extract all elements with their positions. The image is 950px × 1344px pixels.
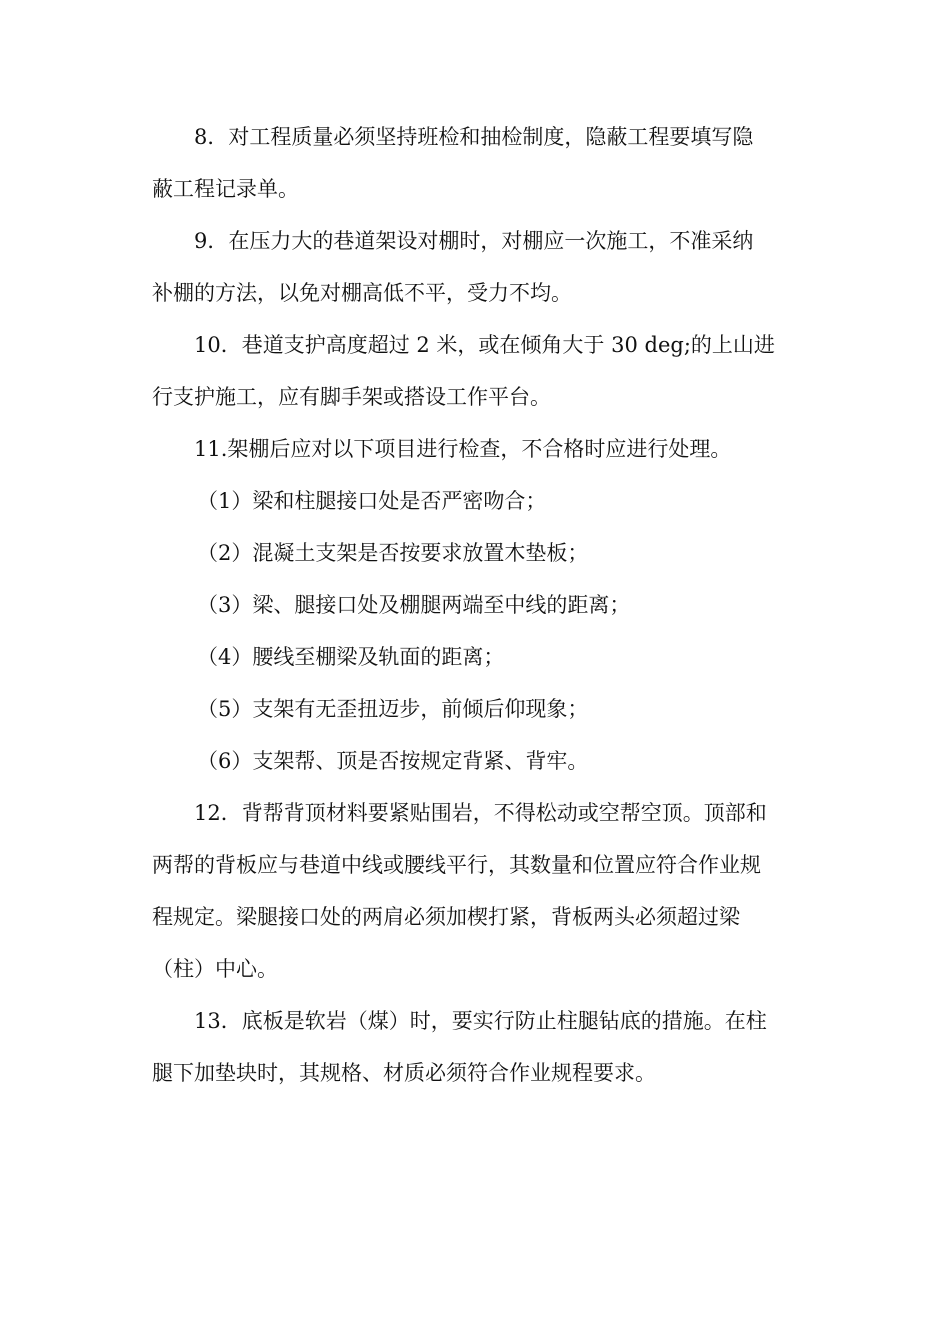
paragraph-line: 9．在压力大的巷道架设对棚时，对棚应一次施工，不准采纳 xyxy=(194,229,754,253)
checklist-item-4: （4）腰线至棚梁及轨面的距离； xyxy=(197,645,505,669)
paragraph-line: 11.架棚后应对以下项目进行检查，不合格时应进行处理。 xyxy=(194,437,732,461)
paragraph-13 xyxy=(152,995,802,1099)
checklist-item-1: （1）梁和柱腿接口处是否严密吻合； xyxy=(197,489,547,513)
checklist-item-2: （2）混凝土支架是否按要求放置木垫板； xyxy=(197,541,589,565)
paragraph-line: 10．巷道支护高度超过 2 米，或在倾角大于 30 deg;的上山进 xyxy=(194,333,775,357)
paragraph-10 xyxy=(152,319,802,423)
paragraph-line: 蔽工程记录单。 xyxy=(152,177,299,201)
paragraph-line: 行支护施工，应有脚手架或搭设工作平台。 xyxy=(152,385,551,409)
paragraph-line: 程规定。梁腿接口处的两肩必须加楔打紧，背板两头必须超过梁 xyxy=(152,905,740,929)
paragraph-line: 13．底板是软岩（煤）时，要实行防止柱腿钻底的措施。在柱 xyxy=(194,1009,767,1033)
paragraph-line: 腿下加垫块时，其规格、材质必须符合作业规程要求。 xyxy=(152,1061,656,1085)
checklist-item-5: （5）支架有无歪扭迈步，前倾后仰现象； xyxy=(197,697,589,721)
paragraph-11 xyxy=(152,423,802,475)
paragraph-line: （柱）中心。 xyxy=(152,957,278,981)
paragraph-9 xyxy=(152,215,802,319)
paragraph-line: 8．对工程质量必须坚持班检和抽检制度，隐蔽工程要填写隐 xyxy=(194,125,754,149)
checklist-item-3: （3）梁、腿接口处及棚腿两端至中线的距离； xyxy=(197,593,631,617)
paragraph-line: 12．背帮背顶材料要紧贴围岩，不得松动或空帮空顶。顶部和 xyxy=(194,801,767,825)
paragraph-8 xyxy=(152,111,802,215)
checklist-item-6: （6）支架帮、顶是否按规定背紧、背牢。 xyxy=(197,749,589,773)
paragraph-line: 补棚的方法，以免对棚高低不平，受力不均。 xyxy=(152,281,572,305)
paragraph-12 xyxy=(152,787,802,995)
paragraph-line: 两帮的背板应与巷道中线或腰线平行，其数量和位置应符合作业规 xyxy=(152,853,761,877)
document-body xyxy=(152,111,802,1099)
